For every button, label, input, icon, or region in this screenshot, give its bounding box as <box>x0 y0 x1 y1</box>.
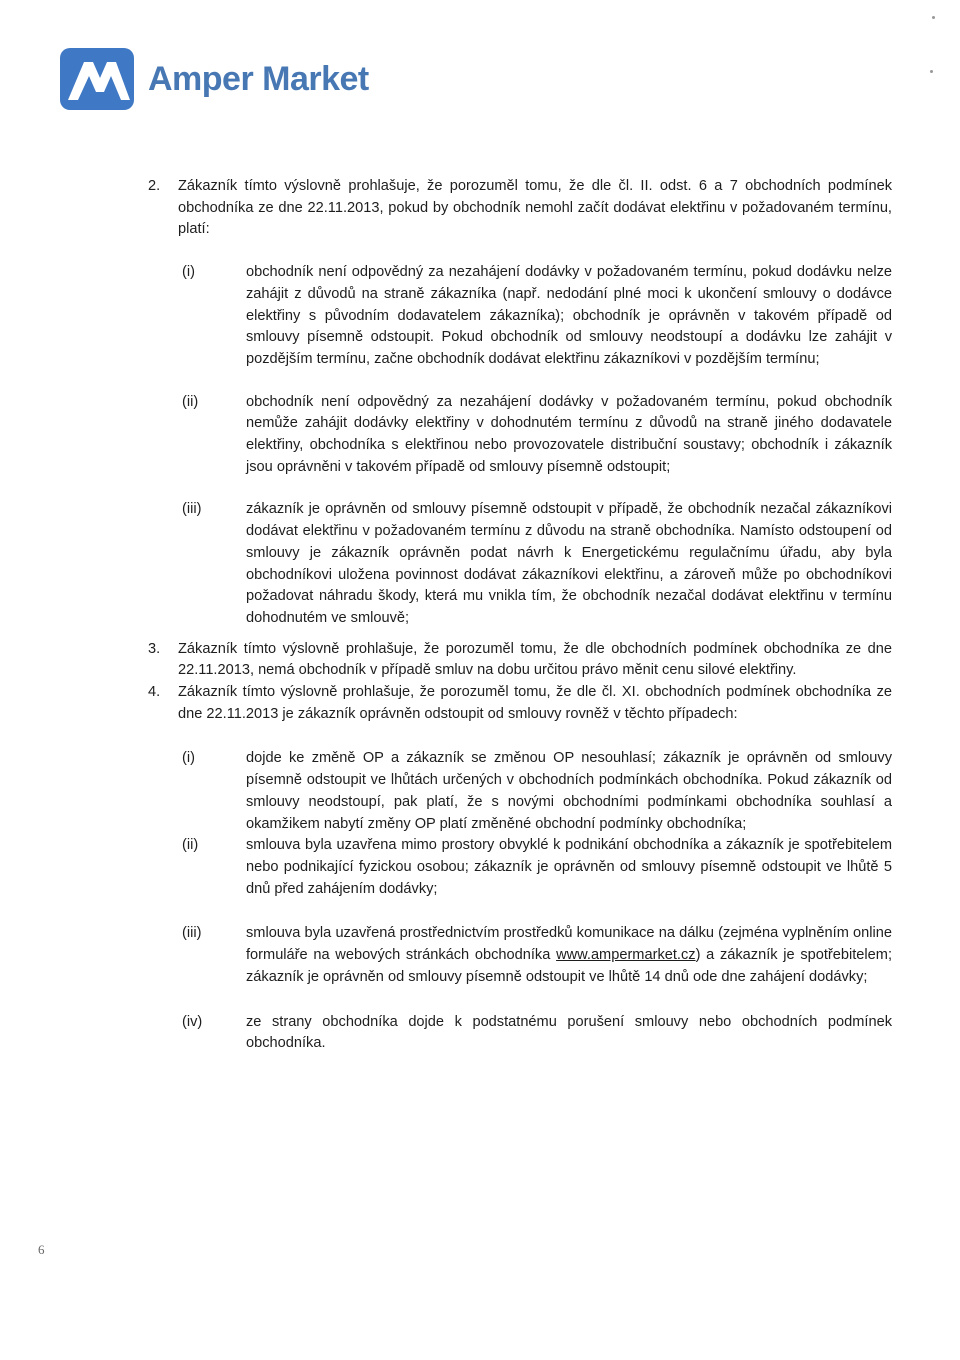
clause-4-sub-i <box>148 748 892 835</box>
clause-4-sub-ii <box>148 835 892 900</box>
sub-text: obchodník není odpovědný za nezahájení dodávky v požadovaném termínu, pokud dodávku nelze zahájit z důvodů na straně zákazníka (např. nedodání plné moci k ukončení smlouvy o dodávce elektřiny s původním dodavatelem zákazníka); obchodník je oprávněn v takovém případě od smlouvy písemně odstoupit. Pokud obchodník od smlouvy neodstoupí a dodávku lze zahájit v pozdějším termínu, začne obchodník dodávat elektřinu zákazníkovi v pozdějším termínu; <box>246 264 892 367</box>
clause-text: Zákazník tímto výslovně prohlašuje, že porozuměl tomu, že dle čl. II. odst. 6 a 7 obchodních podmínek obchodníka ze dne 22.11.2013, pokud by obchodník nemohl začít dodávat elektřinu v požadovaném termínu, platí: <box>178 178 892 238</box>
brand-name: Amper Market <box>148 59 369 98</box>
sub-text: dojde ke změně OP a zákazník se změnou OP nesouhlasí; zákazník je oprávněn od smlouvy písemně odstoupit ve lhůtách určených v obchodních podmínkách obchodníka. Pokud zákazník od smlouvy neodstoupí, pak platí, že s novými obchodními podmínkami obchodníka souhlasí a okamžikem nabytí změny OP platí změněné obchodní podmínky obchodníka; <box>246 750 892 832</box>
clause-2-sub-i <box>148 262 892 371</box>
document-body <box>148 176 892 1055</box>
sub-number: (ii) <box>182 837 199 854</box>
scan-artifact <box>930 70 933 73</box>
sub-number: (iii) <box>182 501 202 518</box>
sub-text: ze strany obchodníka dojde k podstatnému porušení smlouvy nebo obchodních podmínek obchodníka. <box>246 1013 892 1052</box>
sub-text: smlouva byla uzavřena mimo prostory obvyklé k podnikání obchodníka a zákazník je spotřebitelem nebo podnikající fyzickou osobou; zákazník je oprávněn od smlouvy písemně odstoupit ve lhůtě 5 dnů před zahájením dodávky; <box>246 837 892 897</box>
amper-market-logo-icon <box>60 48 134 110</box>
clause-3 <box>148 639 892 682</box>
sub-text: zákazník je oprávněn od smlouvy písemně odstoupit v případě, že obchodník nezačal zákazníkovi dodávat elektřinu v požadovaném termínu z důvodu na straně obchodníka. Namísto odstoupení od smlouvy je zákazník oprávněn podat návrh k Energetickému regulačnímu úřadu, aby byla obchodníkovi uložena povinnost dodávat zákazníkovi elektřinu, a zároveň může po obchodníkovi požadovat náhradu škody, která mu vnikla tím, že obchodník nezačal dodávat elektřinu v termínu dohodnutém ve smlouvě; <box>246 501 892 626</box>
sub-text: obchodník není odpovědný za nezahájení dodávky v požadovaném termínu, pokud obchodník nemůže zahájit dodávky elektřiny v dohodnutém termínu z důvodů na straně jiného dodavatele elektřiny, obchodníka s elektřinou nebo provozovatele distribuční soustavy; obchodník i zákazník jsou oprávněni v takovém případě od smlouvy písemně odstoupit; <box>246 393 892 475</box>
sub-text <box>246 923 892 988</box>
page-number: 6 <box>38 1242 45 1257</box>
website-link[interactable]: www.ampermarket.cz <box>556 947 696 964</box>
clause-text: Zákazník tímto výslovně prohlašuje, že porozuměl tomu, že dle čl. XI. obchodních podmínek obchodníka ze dne 22.11.2013 je zákazník oprávněn odstoupit od smlouvy rovněž v těchto případech: <box>178 684 892 722</box>
sub-number: (iv) <box>182 1013 203 1030</box>
clause-2 <box>148 176 892 241</box>
clause-text: Zákazník tímto výslovně prohlašuje, že porozuměl tomu, že dle obchodních podmínek obchodníka ze dne 22.11.2013, nemá obchodník v případě smluv na dobu určitou právo měnit cenu silové elektřiny. <box>178 640 892 679</box>
company-logo <box>60 48 369 110</box>
scan-artifact <box>932 16 935 19</box>
clause-2-sub-iii <box>148 499 892 629</box>
clause-number: 4. <box>148 684 161 701</box>
clause-4-sub-iii <box>148 923 892 988</box>
clause-4-sub-iv <box>148 1012 892 1055</box>
clause-2-sub-ii <box>148 392 892 479</box>
sub-number: (i) <box>182 750 195 767</box>
clause-number: 3. <box>148 640 161 657</box>
sub-text-after: ) a zákazník je spotřebitelem; zákazník je oprávněn od smlouvy písemně odstoupit ve lhůtě 14 dnů ode dne zahájení dodávky; <box>246 947 892 985</box>
clause-number: 2. <box>148 178 161 194</box>
clause-4 <box>148 682 892 725</box>
sub-number: (i) <box>182 264 195 281</box>
sub-text-before: smlouva byla uzavřená prostřednictvím prostředků komunikace na dálku (zejména vyplněním online formuláře na webových stránkách obchodníka <box>246 925 892 964</box>
sub-number: (ii) <box>182 393 199 410</box>
sub-number: (iii) <box>182 925 202 942</box>
